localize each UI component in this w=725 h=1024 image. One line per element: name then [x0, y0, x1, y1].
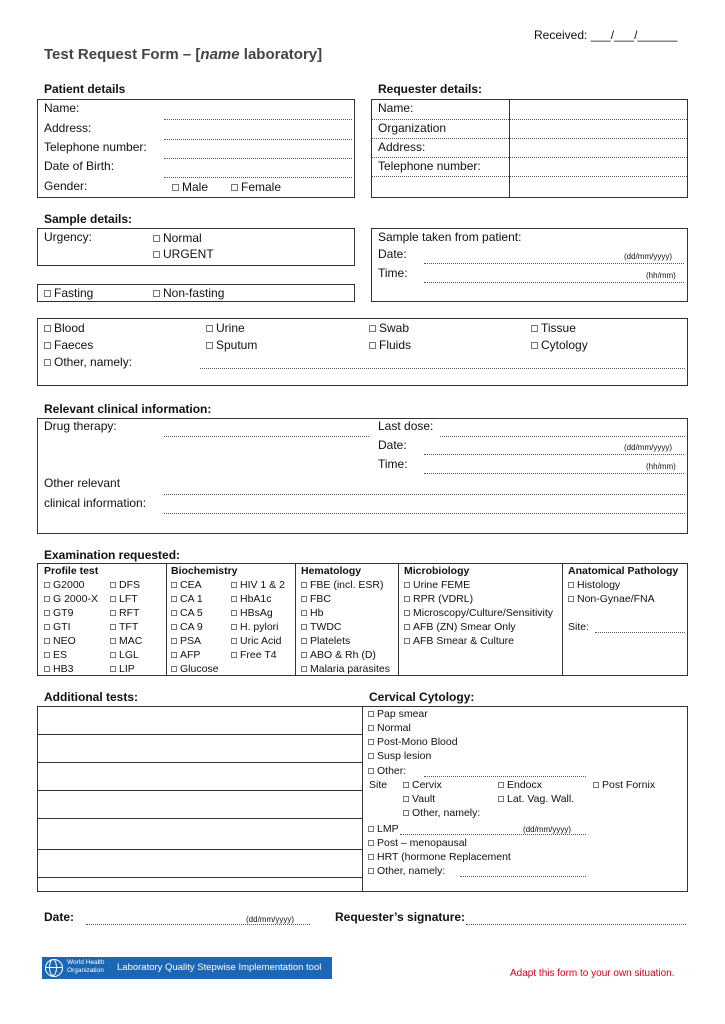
cervical-hrt[interactable]: HRT (hormone Replacement	[368, 851, 511, 863]
exam-item-label: ES	[53, 649, 68, 661]
gender-female-option[interactable]: Female	[231, 180, 281, 194]
last-dose-line[interactable]	[440, 436, 685, 437]
exam-item-label: Free T4	[240, 649, 277, 661]
checkbox-icon[interactable]	[301, 596, 307, 602]
profile-test-item[interactable]	[44, 593, 98, 605]
checkbox-icon[interactable]	[368, 868, 374, 874]
who-logo-banner	[42, 957, 332, 979]
checkbox-icon[interactable]	[44, 342, 51, 349]
exam-item-label: G2000	[53, 579, 85, 591]
sample-date-hint: (dd/mm/yyyy)	[624, 252, 672, 261]
checkbox-icon[interactable]	[231, 596, 237, 602]
hematology-title: Hematology	[301, 565, 362, 577]
other-relevant-label: Other relevant	[44, 476, 121, 490]
checkbox-icon[interactable]	[171, 582, 177, 588]
hematology-item[interactable]	[301, 649, 376, 661]
exam-item-label: HB3	[53, 663, 74, 675]
checkbox-icon[interactable]	[44, 666, 50, 672]
patient-gender-label: Gender:	[44, 179, 88, 193]
sample-date-label: Date:	[378, 247, 407, 261]
last-dose-label: Last dose:	[378, 419, 434, 433]
checkbox-icon[interactable]	[172, 184, 179, 191]
checkbox-icon[interactable]	[171, 652, 177, 658]
checkbox-icon[interactable]	[231, 638, 237, 644]
patient-address-label: Address:	[44, 121, 92, 135]
profile-test-item[interactable]	[44, 579, 85, 591]
anatomical-pathology-item[interactable]	[568, 593, 655, 605]
exam-item-label: AFB Smear & Culture	[413, 635, 514, 647]
profile-test-item[interactable]	[44, 635, 76, 647]
checkbox-icon[interactable]	[368, 711, 374, 717]
checkbox-icon[interactable]	[44, 359, 51, 366]
exam-item-label: Glucose	[180, 663, 219, 675]
sample-time-label: Time:	[378, 266, 408, 280]
profile-test-item[interactable]	[110, 649, 139, 661]
checkbox-icon[interactable]	[231, 652, 237, 658]
sample-taken-label: Sample taken from patient:	[378, 230, 522, 244]
exam-item-label: LGL	[119, 649, 139, 661]
exam-item-label: H. pylori	[240, 621, 279, 633]
cervical-susp[interactable]: Susp lesion	[368, 750, 431, 762]
sample-time-line[interactable]	[424, 282, 684, 283]
exam-item-label: G 2000-X	[53, 593, 98, 605]
exam-item-label: AFB (ZN) Smear Only	[413, 621, 516, 633]
clinical-time-label: Time:	[378, 457, 408, 471]
type-other[interactable]: Other, namely:	[44, 355, 132, 369]
checkbox-icon[interactable]	[301, 638, 307, 644]
hematology-item[interactable]	[301, 579, 384, 591]
type-fluids[interactable]: Fluids	[369, 338, 411, 352]
checkbox-icon[interactable]	[301, 652, 307, 658]
biochemistry-item[interactable]	[171, 621, 203, 633]
biochemistry-item[interactable]	[171, 607, 203, 619]
who-globe-icon	[45, 959, 63, 977]
exam-item-label: Non-Gynae/FNA	[577, 593, 655, 605]
anat-site-label: Site:	[568, 621, 590, 633]
checkbox-icon[interactable]	[231, 624, 237, 630]
exam-item-label: CA 9	[180, 621, 203, 633]
footer-date-hint: (dd/mm/yyyy)	[246, 915, 294, 924]
exam-item-label: Microscopy/Culture/Sensitivity	[413, 607, 554, 619]
exam-item-label: Malaria parasites	[310, 663, 390, 675]
checkbox-icon[interactable]	[498, 796, 504, 802]
footer-date-label: Date:	[44, 910, 75, 924]
requester-address-label: Address:	[378, 140, 426, 154]
signature-line[interactable]	[466, 924, 686, 925]
biochemistry-item[interactable]	[171, 593, 203, 605]
patient-name-line[interactable]	[164, 119, 352, 120]
cervical-other[interactable]: Other:	[368, 765, 406, 777]
sample-date-line[interactable]	[424, 263, 684, 264]
checkbox-icon[interactable]	[368, 840, 374, 846]
checkbox-icon[interactable]	[44, 596, 50, 602]
exam-item-label: Platelets	[310, 635, 351, 647]
type-swab[interactable]: Swab	[369, 321, 409, 335]
checkbox-icon[interactable]	[368, 753, 374, 759]
patient-name-label: Name:	[44, 101, 80, 115]
clinical-date-label: Date:	[378, 438, 407, 452]
drug-therapy-line[interactable]	[164, 436, 369, 437]
gender-male-option[interactable]: Male	[172, 180, 208, 194]
lmp-line[interactable]	[400, 834, 586, 835]
type-sputum[interactable]: Sputum	[206, 338, 257, 352]
microbiology-item[interactable]	[404, 607, 553, 619]
biochemistry-item[interactable]	[231, 621, 279, 633]
sample-types-box	[37, 318, 688, 386]
urgency-urgent-option[interactable]: URGENT	[153, 247, 214, 261]
cervical-heading: Cervical Cytology:	[369, 690, 475, 704]
checkbox-icon[interactable]	[593, 782, 599, 788]
cervical-postmono[interactable]: Post-Mono Blood	[368, 736, 458, 748]
exam-item-label: ABO & Rh (D)	[310, 649, 376, 661]
cervical-normal[interactable]: Normal	[368, 722, 411, 734]
checkbox-icon[interactable]	[44, 610, 50, 616]
exam-item-label: CA 5	[180, 607, 203, 619]
cervical-site-label: Site	[369, 779, 388, 791]
exam-item-label: LIP	[119, 663, 135, 675]
checkbox-icon[interactable]	[44, 290, 51, 297]
requester-telephone-label: Telephone number:	[378, 159, 481, 173]
checkbox-icon[interactable]	[301, 582, 307, 588]
checkbox-icon[interactable]	[110, 652, 116, 658]
site-endocx[interactable]: Endocx	[498, 779, 542, 791]
biochemistry-title: Biochemistry	[171, 565, 238, 577]
type-blood[interactable]: Blood	[44, 321, 85, 335]
exam-item-label: MAC	[119, 635, 143, 647]
checkbox-icon[interactable]	[110, 610, 116, 616]
checkbox-icon[interactable]	[44, 325, 51, 332]
urgency-normal-option[interactable]: Normal	[153, 231, 202, 245]
clinical-date-hint: (dd/mm/yyyy)	[624, 443, 672, 452]
microbiology-item[interactable]	[404, 579, 470, 591]
site-cervix[interactable]: Cervix	[403, 779, 442, 791]
who-name: World Health Organization	[67, 959, 105, 974]
checkbox-icon[interactable]	[153, 251, 160, 258]
biochemistry-item[interactable]	[231, 607, 273, 619]
hematology-item[interactable]	[301, 593, 331, 605]
exam-item-label: Histology	[577, 579, 621, 591]
exam-item-label: HIV 1 & 2	[240, 579, 285, 591]
exam-item-label: DFS	[119, 579, 140, 591]
checkbox-icon[interactable]	[368, 854, 374, 860]
exam-item-label: AFP	[180, 649, 201, 661]
hematology-item[interactable]	[301, 635, 350, 647]
exam-item-label: CEA	[180, 579, 202, 591]
exam-item-label: Hb	[310, 607, 324, 619]
type-tissue[interactable]: Tissue	[531, 321, 576, 335]
microbiology-item[interactable]	[404, 635, 514, 647]
biochemistry-item[interactable]	[231, 635, 281, 647]
signature-label: Requester’s signature:	[335, 910, 466, 924]
checkbox-icon[interactable]	[110, 638, 116, 644]
patient-heading: Patient details	[44, 82, 126, 96]
footer-date-line[interactable]	[86, 924, 310, 925]
checkbox-icon[interactable]	[301, 610, 307, 616]
checkbox-icon[interactable]	[403, 782, 409, 788]
profile-test-item[interactable]	[110, 621, 138, 633]
exam-item-label: RFT	[119, 607, 140, 619]
exam-item-label: GT9	[53, 607, 74, 619]
patient-dob-line[interactable]	[164, 177, 352, 178]
adapt-note: Adapt this form to your own situation.	[510, 968, 675, 979]
checkbox-icon[interactable]	[568, 582, 574, 588]
checkbox-icon[interactable]	[498, 782, 504, 788]
checkbox-icon[interactable]	[153, 235, 160, 242]
biochemistry-item[interactable]	[231, 579, 285, 591]
checkbox-icon[interactable]	[531, 342, 538, 349]
profile-test-item[interactable]	[44, 607, 73, 619]
anatomical-pathology-item[interactable]	[568, 579, 620, 591]
checkbox-icon[interactable]	[171, 610, 177, 616]
exam-item-label: HbA1c	[240, 593, 272, 605]
lmp-hint: (dd/mm/yyyy)	[523, 825, 571, 834]
checkbox-icon[interactable]	[568, 596, 574, 602]
requester-organization-label: Organization	[378, 121, 447, 135]
profile-test-item[interactable]	[110, 579, 140, 591]
checkbox-icon[interactable]	[171, 638, 177, 644]
checkbox-icon[interactable]	[404, 596, 410, 602]
cervical-postmeno[interactable]: Post – menopausal	[368, 837, 467, 849]
lqsi-tool-label: Laboratory Quality Stepwise Implementation tool	[117, 962, 322, 973]
checkbox-icon[interactable]	[404, 638, 410, 644]
checkbox-icon[interactable]	[206, 342, 213, 349]
hematology-item[interactable]	[301, 663, 390, 675]
checkbox-icon[interactable]	[231, 582, 237, 588]
checkbox-icon[interactable]	[44, 624, 50, 630]
cervical-other-line[interactable]	[424, 776, 586, 777]
checkbox-icon[interactable]	[404, 624, 410, 630]
checkbox-icon[interactable]	[171, 624, 177, 630]
profile-test-item[interactable]	[110, 663, 135, 675]
site-vault[interactable]: Vault	[403, 793, 435, 805]
fasting-option[interactable]: Fasting	[44, 286, 93, 300]
cervical-other2[interactable]: Other, namely:	[368, 865, 445, 877]
checkbox-icon[interactable]	[231, 184, 238, 191]
biochemistry-item[interactable]	[171, 663, 219, 675]
requester-heading: Requester details:	[378, 82, 483, 96]
profile-test-item[interactable]	[44, 663, 73, 675]
biochemistry-item[interactable]	[171, 649, 200, 661]
microbiology-item[interactable]	[404, 621, 516, 633]
checkbox-icon[interactable]	[110, 596, 116, 602]
checkbox-icon[interactable]	[368, 768, 374, 774]
checkbox-icon[interactable]	[231, 610, 237, 616]
exam-item-label: FBC	[310, 593, 331, 605]
clinical-time-line[interactable]	[424, 473, 684, 474]
received-field: Received: ___/___/______	[534, 28, 678, 42]
microbiology-item[interactable]	[404, 593, 473, 605]
biochemistry-item[interactable]	[231, 649, 277, 661]
anat-site-line[interactable]	[595, 632, 685, 633]
checkbox-icon[interactable]	[44, 638, 50, 644]
type-other-line[interactable]	[200, 368, 685, 369]
checkbox-icon[interactable]	[171, 666, 177, 672]
exam-item-label: TFT	[119, 621, 139, 633]
exam-item-label: LFT	[119, 593, 138, 605]
profile-test-item[interactable]	[44, 649, 67, 661]
sample-time-hint: (hh/mm)	[646, 271, 676, 280]
checkbox-icon[interactable]	[110, 624, 116, 630]
checkbox-icon[interactable]	[153, 290, 160, 297]
exam-item-label: CA 1	[180, 593, 203, 605]
exam-item-label: Urine FEME	[413, 579, 471, 591]
checkbox-icon[interactable]	[531, 325, 538, 332]
checkbox-icon[interactable]	[368, 725, 374, 731]
patient-telephone-line[interactable]	[164, 158, 352, 159]
checkbox-icon[interactable]	[301, 624, 307, 630]
biochemistry-item[interactable]	[231, 593, 272, 605]
drug-therapy-label: Drug therapy:	[44, 419, 117, 433]
clinical-heading: Relevant clinical information:	[44, 402, 212, 416]
profile-test-item[interactable]	[44, 621, 71, 633]
exam-item-label: Uric Acid	[240, 635, 282, 647]
checkbox-icon[interactable]	[369, 325, 376, 332]
cervical-lmp[interactable]: LMP	[368, 823, 399, 835]
other-clinical-line-1[interactable]	[164, 494, 685, 495]
checkbox-icon[interactable]	[110, 582, 116, 588]
checkbox-icon[interactable]	[44, 582, 50, 588]
checkbox-icon[interactable]	[403, 810, 409, 816]
checkbox-icon[interactable]	[368, 739, 374, 745]
checkbox-icon[interactable]	[44, 652, 50, 658]
page-title: Test Request Form – [name laboratory]	[44, 46, 323, 63]
additional-heading: Additional tests:	[44, 690, 139, 704]
profile-test-title: Profile test	[44, 565, 99, 577]
cervical-pap[interactable]: Pap smear	[368, 708, 428, 720]
checkbox-icon[interactable]	[301, 666, 307, 672]
checkbox-icon[interactable]	[403, 796, 409, 802]
site-post-fornix[interactable]: Post Fornix	[593, 779, 655, 791]
patient-telephone-label: Telephone number:	[44, 140, 147, 154]
checkbox-icon[interactable]	[404, 582, 410, 588]
checkbox-icon[interactable]	[369, 342, 376, 349]
sample-heading: Sample details:	[44, 212, 133, 226]
patient-dob-label: Date of Birth:	[44, 159, 115, 173]
exam-item-label: HBsAg	[240, 607, 273, 619]
clinical-date-line[interactable]	[424, 454, 684, 455]
checkbox-icon[interactable]	[171, 596, 177, 602]
checkbox-icon[interactable]	[110, 666, 116, 672]
site-other[interactable]: Other, namely:	[403, 807, 480, 819]
hematology-item[interactable]	[301, 621, 342, 633]
other-clinical-line-2[interactable]	[164, 513, 685, 514]
hematology-item[interactable]	[301, 607, 323, 619]
exam-item-label: GTI	[53, 621, 71, 633]
requester-name-label: Name:	[378, 101, 414, 115]
checkbox-icon[interactable]	[368, 826, 374, 832]
urgency-label: Urgency:	[44, 230, 93, 244]
type-urine[interactable]: Urine	[206, 321, 245, 335]
checkbox-icon[interactable]	[206, 325, 213, 332]
other-clinical-label: clinical information:	[44, 496, 147, 510]
clinical-time-hint: (hh/mm)	[646, 462, 676, 471]
profile-test-item[interactable]	[110, 635, 142, 647]
checkbox-icon[interactable]	[404, 610, 410, 616]
exam-item-label: FBE (incl. ESR)	[310, 579, 384, 591]
exam-item-label: NEO	[53, 635, 76, 647]
patient-address-line[interactable]	[164, 139, 352, 140]
nonfasting-option[interactable]: Non-fasting	[153, 286, 224, 300]
microbiology-title: Microbiology	[404, 565, 470, 577]
exam-item-label: PSA	[180, 635, 202, 647]
biochemistry-item[interactable]	[171, 635, 201, 647]
exam-item-label: RPR (VDRL)	[413, 593, 474, 605]
cervical-other2-line[interactable]	[460, 876, 586, 877]
exam-heading: Examination requested:	[44, 548, 181, 562]
site-lat-vag[interactable]: Lat. Vag. Wall.	[498, 793, 574, 805]
profile-test-item[interactable]	[110, 593, 138, 605]
exam-item-label: TWDC	[310, 621, 342, 633]
type-cytology[interactable]: Cytology	[531, 338, 588, 352]
biochemistry-item[interactable]	[171, 579, 202, 591]
type-faeces[interactable]: Faeces	[44, 338, 93, 352]
anatomical-pathology-title: Anatomical Pathology	[568, 565, 679, 577]
profile-test-item[interactable]	[110, 607, 139, 619]
